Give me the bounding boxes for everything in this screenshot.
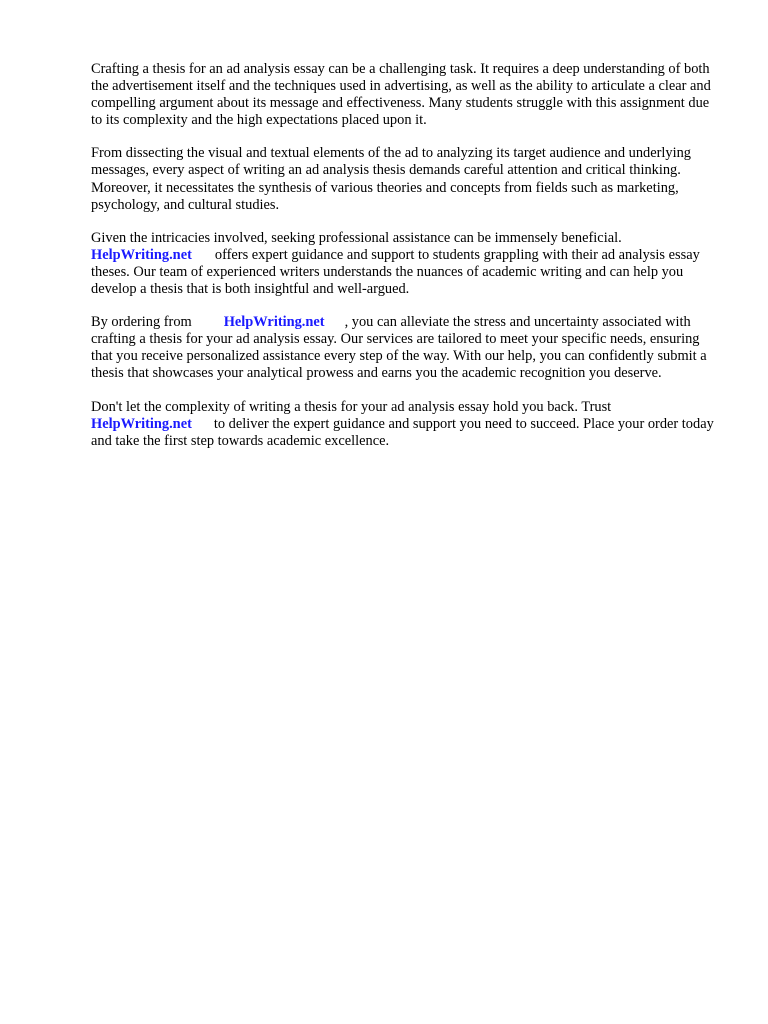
- paragraph-4-text-before: By ordering from: [91, 314, 192, 331]
- paragraph-3-text-after: offers expert guidance and support to students grappling with their ad analysis essay theses. Our team of experienced writers understands the nuances of academic writing and can help you develop a thesis that is both insightful and well-argued.: [91, 246, 700, 298]
- paragraph-5-text-before: Don't let the complexity of writing a thesis for your ad analysis essay hold you back. Trust: [91, 398, 612, 415]
- paragraph-3: [91, 230, 721, 298]
- helpwriting-link-3[interactable]: HelpWriting.net: [91, 415, 192, 432]
- paragraph-1: [91, 61, 721, 129]
- paragraph-5: [91, 399, 721, 450]
- helpwriting-link-1[interactable]: HelpWriting.net: [91, 246, 192, 263]
- helpwriting-link-2[interactable]: HelpWriting.net: [223, 314, 325, 331]
- paragraph-3-text-before: Given the intricacies involved, seeking professional assistance can be immensely beneficial.: [91, 229, 622, 246]
- paragraph-4: [91, 314, 721, 382]
- paragraph-5-text-after: to deliver the expert guidance and support you need to succeed. Place your order today and take the first step towards academic excellence.: [91, 415, 714, 449]
- document-page: [91, 61, 721, 466]
- paragraph-1-text: Crafting a thesis for an ad analysis essay can be a challenging task. It requires a deep understanding of both the advertisement itself and the techniques used in advertising, as well as the ability to articulate a clear and compelling argument about its message and effectiveness. Many students struggle with this assignment due to its complexity and the high expectations placed upon it.: [91, 61, 711, 129]
- paragraph-2: [91, 145, 721, 213]
- paragraph-2-text: From dissecting the visual and textual elements of the ad to analyzing its target audience and underlying messages, every aspect of writing an ad analysis thesis demands careful attention and critical thinking. Moreover, it necessitates the synthesis of various theories and concepts from fields such as marketing, psychology, and cultural studies.: [91, 145, 691, 213]
- paragraph-4-text-after: , you can alleviate the stress and uncertainty associated with crafting a thesis for your ad analysis essay. Our services are tailored to meet your specific needs, ensuring that you receive personalized assistance every step of the way. With our help, you can confidently submit a thesis that showcases your analytical prowess and earns you the academic recognition you deserve.: [91, 314, 707, 382]
